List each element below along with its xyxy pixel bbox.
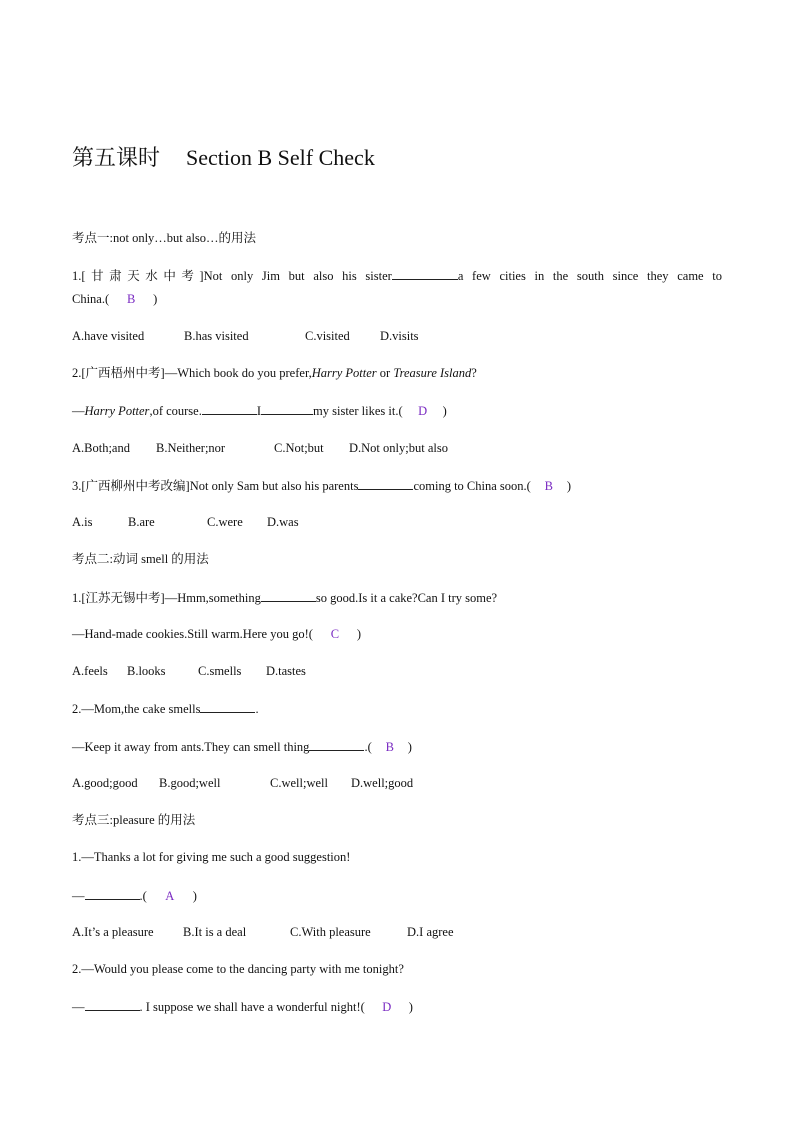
- answer-letter: A: [165, 889, 175, 903]
- option-c: C.well;well: [270, 776, 328, 790]
- question-1-2-options: [72, 440, 448, 456]
- point-heading-1: 考点一:not only…but also…的用法: [72, 231, 257, 245]
- point-heading-3: 考点三:pleasure 的用法: [72, 813, 196, 827]
- answer-letter: C: [330, 627, 340, 641]
- option-b: B.It is a deal: [183, 925, 247, 939]
- option-c: C.With pleasure: [290, 925, 371, 939]
- answer-blank: [392, 267, 458, 280]
- option-a: A.Both;and: [72, 441, 130, 455]
- option-d: D.was: [267, 515, 299, 529]
- question-3-1-options: [72, 924, 454, 940]
- lesson-label: 第五课时: [72, 145, 161, 170]
- option-a: A.is: [72, 515, 93, 529]
- option-d: D.Not only;but also: [349, 441, 448, 455]
- question-1-1-options: [72, 328, 419, 344]
- answer-blank: [200, 700, 255, 713]
- answer-blank: [85, 998, 140, 1011]
- answer-letter: B: [385, 740, 394, 754]
- question-3-2-line2: — . I suppose we shall have a wonderful night!( D ): [72, 1000, 413, 1014]
- option-b: B.looks: [127, 664, 166, 678]
- option-a: A.feels: [72, 664, 108, 678]
- option-b: B.are: [128, 515, 155, 529]
- question-1-1-stem-line2: China.( B ): [72, 292, 158, 306]
- option-b: B.Neither;nor: [156, 441, 226, 455]
- answer-blank: [261, 402, 313, 415]
- answer-letter: D: [382, 1000, 392, 1014]
- answer-blank: [309, 738, 364, 751]
- section-label: Section B Self Check: [186, 145, 375, 170]
- question-2-2-options: [72, 775, 413, 791]
- answer-blank: [202, 402, 257, 415]
- question-1-3-stem: 3.[广西柳州中考改编]Not only Sam but also his parents coming to China soon.( B ): [72, 479, 571, 493]
- question-2-2-stem: 2.—Mom,the cake smells .: [72, 702, 259, 716]
- option-d: D.tastes: [266, 664, 306, 678]
- question-2-1-line2: —Hand-made cookies.Still warm.Here you go!( C ): [72, 627, 362, 641]
- option-c: C.visited: [305, 329, 350, 343]
- option-c: C.Not;but: [274, 441, 324, 455]
- question-1-1-stem: 1.[甘肃天水中考]Not only Jim but also his sister a few cities in the south since they came to: [72, 269, 722, 283]
- option-b: B.good;well: [159, 776, 221, 790]
- option-d: D.well;good: [351, 776, 414, 790]
- option-c: C.smells: [198, 664, 242, 678]
- question-2-1-stem: 1.[江苏无锡中考]—Hmm,something so good.Is it a cake?Can I try some?: [72, 591, 498, 605]
- question-3-2-stem: 2.—Would you please come to the dancing party with me tonight?: [72, 962, 404, 976]
- page-title: [72, 141, 375, 172]
- option-d: D.I agree: [407, 925, 454, 939]
- option-d: D.visits: [380, 329, 419, 343]
- option-c: C.were: [207, 515, 243, 529]
- option-a: A.have visited: [72, 329, 145, 343]
- question-2-1-options: [72, 663, 306, 679]
- option-a: A.good;good: [72, 776, 138, 790]
- question-3-1-line2: — .( A ): [72, 889, 197, 903]
- answer-blank: [261, 589, 316, 602]
- answer-letter: D: [418, 404, 428, 418]
- option-a: A.It’s a pleasure: [72, 925, 154, 939]
- question-1-3-options: [72, 514, 299, 530]
- question-3-1-stem: 1.—Thanks a lot for giving me such a good suggestion!: [72, 850, 351, 864]
- option-b: B.has visited: [184, 329, 249, 343]
- answer-blank: [358, 477, 413, 490]
- answer-blank: [85, 887, 140, 900]
- question-1-2-stem: 2.[广西梧州中考]—Which book do you prefer,Harry Potter or Treasure Island?: [72, 366, 477, 380]
- answer-letter: B: [544, 479, 553, 493]
- answer-letter: B: [126, 292, 136, 306]
- question-2-2-line2: —Keep it away from ants.They can smell thing .( B ): [72, 740, 412, 754]
- question-1-2-line2: —Harry Potter,of course. I my sister likes it.( D ): [72, 404, 447, 418]
- point-heading-2: 考点二:动词 smell 的用法: [72, 552, 209, 566]
